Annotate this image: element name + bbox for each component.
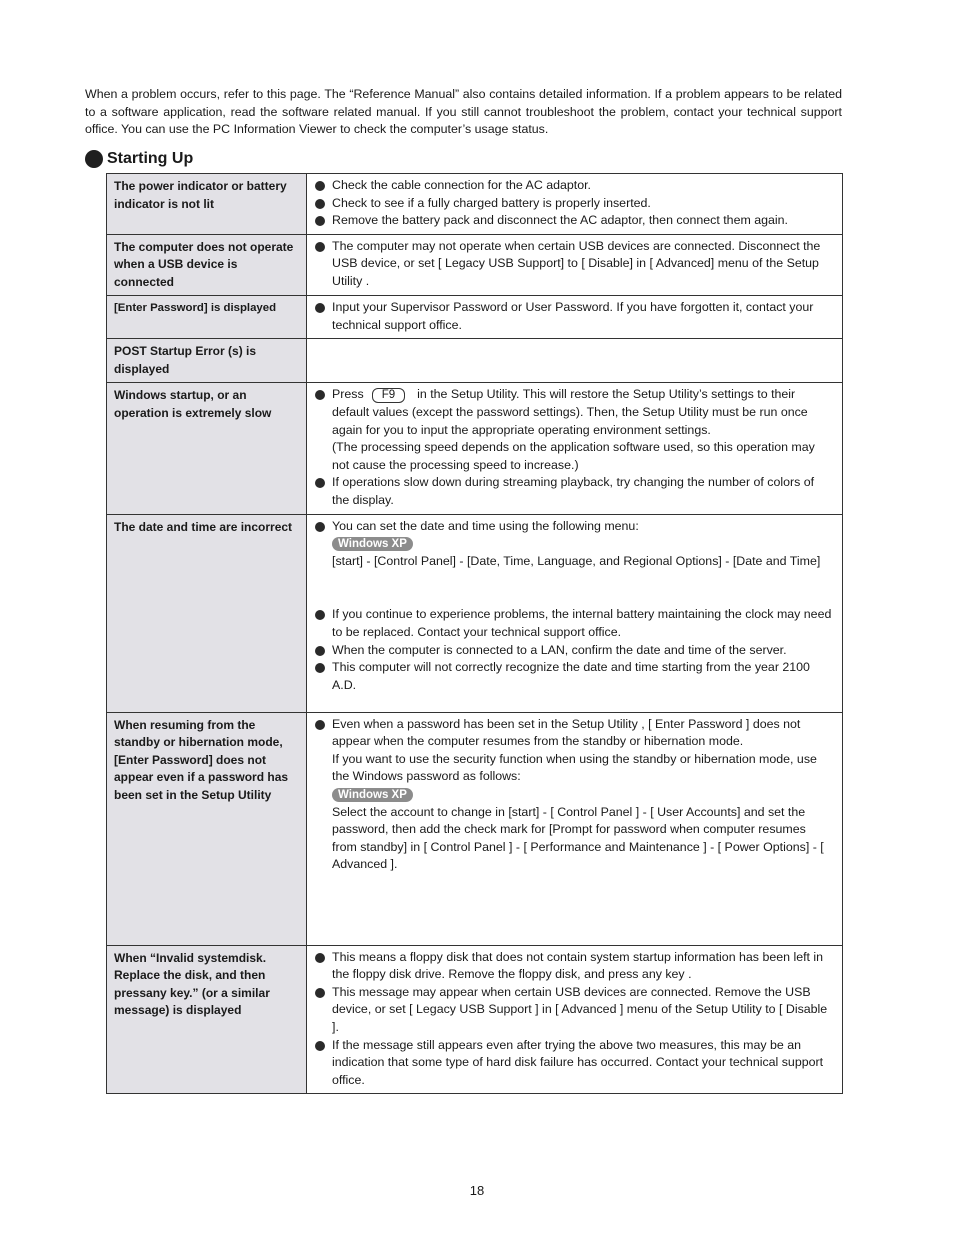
windows-xp-badge: Windows XP: [332, 537, 413, 551]
bullet-icon: [315, 720, 325, 730]
list-item: The computer may not operate when certain USB devices are connected. Disconnect the USB device, or set [ Legacy USB Support] to [ Disable] in [ Advanced] menu of the Setup Utility .: [315, 238, 834, 291]
list-item: Check the cable connection for the AC adaptor.: [315, 177, 834, 195]
f9-key-icon: F9: [372, 388, 405, 403]
list-item: If the message still appears even after trying the above two measures, this may be an indication that some type of hard disk failure has occurred. Contact your technical support office.: [315, 1037, 834, 1090]
solution-cell: [307, 514, 843, 712]
troubleshooting-table: [106, 173, 843, 1094]
list-item: You can set the date and time using the following menu:: [315, 518, 834, 536]
list-item: If operations slow down during streaming playback, try changing the number of colors of the display.: [315, 474, 834, 509]
list-item: This computer will not correctly recognize the date and time starting from the year 2100 A.D.: [315, 659, 834, 694]
bullet-icon: [315, 216, 325, 226]
menu-path-text: [start] - [Control Panel] - [Date, Time, Language, and Regional Options] - [Date and Time]: [332, 553, 821, 568]
list-item: Even when a password has been set in the Setup Utility , [ Enter Password ] does not appear when the computer resumes from the standby or hibernation mode.: [315, 716, 834, 751]
bullet-icon: [315, 953, 325, 963]
list-item: Press F9 in the Setup Utility. This will restore the Setup Utility’s settings to their default values (except the password settings). Then, the Setup Utility must be run once again for you to input the appropriate operating environment settings.: [315, 386, 834, 439]
note-text: (The processing speed depends on the application software used, so this operation may not cause the processing speed to increase.): [332, 440, 815, 472]
bullet-icon: [315, 199, 325, 209]
table-row: [107, 945, 843, 1094]
bullet-icon: [315, 522, 325, 532]
table-row: [107, 296, 843, 339]
solution-cell: [307, 339, 843, 383]
section-heading: [85, 148, 193, 170]
paragraph-text: Select the account to change in [start] - [ Control Panel ] - [ User Accounts] and set the password, then add the check mark for [Prompt for password when computer resumes from standby] in [ Control Panel ] - [ Performance and Maintenance ] - [ Power Options] - [ Advanced ].: [332, 804, 824, 872]
bullet-icon: [315, 390, 325, 400]
problem-cell: The computer does not operate when a USB device is connected: [107, 234, 307, 296]
problem-cell: Windows startup, or an operation is extremely slow: [107, 383, 307, 514]
page-number: 18: [469, 1183, 485, 1198]
solution-cell: [307, 945, 843, 1094]
solution-cell: [307, 234, 843, 296]
list-item: This means a floppy disk that does not contain system startup information has been left in the floppy disk drive. Remove the floppy disk, and press any key .: [315, 949, 834, 984]
bullet-icon: [315, 1041, 325, 1051]
bullet-icon: [315, 303, 325, 313]
table-row: [107, 234, 843, 296]
problem-cell: When resuming from the standby or hibernation mode, [Enter Password] does not appear even if a password has been set in the Setup Utility: [107, 712, 307, 945]
list-item: This message may appear when certain USB devices are connected. Remove the USB device, or set [ Legacy USB Support ] in [ Advanced ] menu of the Setup Utility to [ Disable ].: [315, 984, 834, 1037]
table-row: [107, 174, 843, 235]
bullet-icon: [315, 646, 325, 656]
list-item: Remove the battery pack and disconnect the AC adaptor, then connect them again.: [315, 212, 834, 230]
solution-cell: [307, 296, 843, 339]
table-row: [107, 339, 843, 383]
problem-cell: [Enter Password] is displayed: [107, 296, 307, 339]
bullet-icon: [315, 181, 325, 191]
problem-cell: When “Invalid systemdisk. Replace the disk, and then pressany key.” (or a similar message) is displayed: [107, 945, 307, 1094]
paragraph-text: If you want to use the security function when using the standby or hibernation mode, use the Windows password as follows:: [332, 751, 817, 784]
intro-paragraph: When a problem occurs, refer to this page. The “Reference Manual” also contains detailed information. If a problem appears to be related to a software application, read the software related manual. If you still cannot troubleshoot the problem, contact your technical support office. You can use the PC Information Viewer to check the computer’s usage status.: [85, 87, 842, 137]
table-row: [107, 383, 843, 514]
solution-cell: [307, 712, 843, 945]
bullet-icon: [315, 663, 325, 673]
windows-xp-badge: Windows XP: [332, 788, 413, 802]
list-item: Input your Supervisor Password or User Password. If you have forgotten it, contact your technical support office.: [315, 299, 834, 334]
problem-cell: The power indicator or battery indicator is not lit: [107, 174, 307, 235]
problem-cell: POST Startup Error (s) is displayed: [107, 339, 307, 383]
table-row: [107, 712, 843, 945]
solution-cell: [307, 383, 843, 514]
bullet-icon: [315, 478, 325, 488]
circle-bullet-icon: [85, 150, 103, 168]
bullet-icon: [315, 610, 325, 620]
problem-cell: The date and time are incorrect: [107, 514, 307, 712]
list-item: When the computer is connected to a LAN, confirm the date and time of the server.: [315, 642, 834, 660]
bullet-icon: [315, 988, 325, 998]
list-item: Check to see if a fully charged battery is properly inserted.: [315, 195, 834, 213]
solution-cell: [307, 174, 843, 235]
table-row: [107, 514, 843, 712]
section-title: Starting Up: [107, 150, 194, 167]
list-item: If you continue to experience problems, the internal battery maintaining the clock may need to be replaced. Contact your technical support office.: [315, 606, 834, 641]
bullet-icon: [315, 242, 325, 252]
